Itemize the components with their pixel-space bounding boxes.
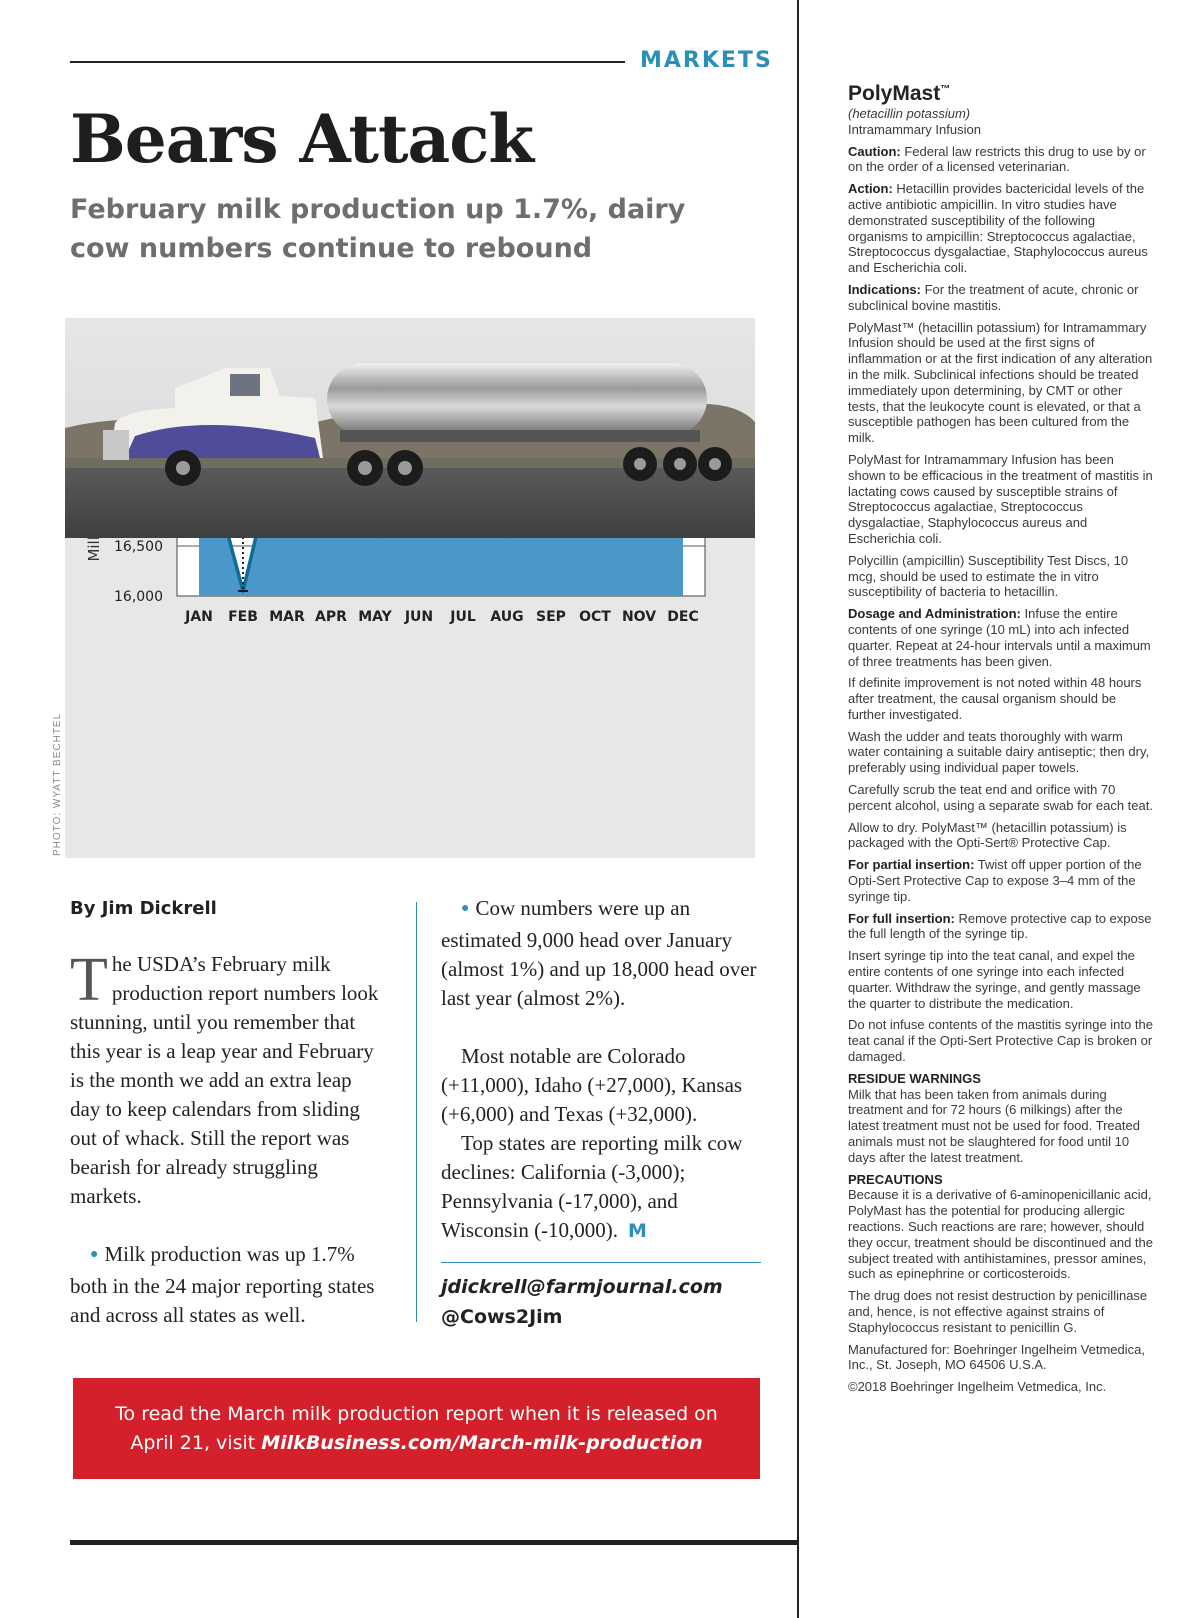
- bottom-rule: [70, 1540, 798, 1545]
- paragraph: Top states are reporting milk cow declines: California (-3,000); Pennsylvania (-17,000), and Wisconsin (-10,000). M: [441, 1131, 743, 1242]
- author-twitter-link[interactable]: @Cows2Jim: [441, 1306, 563, 1328]
- author-email-link[interactable]: jdickrell@farmjournal.com: [441, 1276, 723, 1298]
- full-insertion: For full insertion: Remove protective cap to expose the full length of the syringe tip.: [848, 910, 1152, 942]
- caution: Caution: Federal law restricts this drug to use by or on the order of a licensed veterinarian.: [848, 143, 1146, 175]
- byline: By Jim Dickrell: [70, 898, 217, 919]
- residue-heading: RESIDUE WARNINGS: [848, 1070, 981, 1086]
- efficacy-paragraph: PolyMast for Intramammary Infusion has been shown to be efficacious in the treatment of mastitis in lactating cows caused by susceptible strains of Streptococcus agalactiae, Streptococcus dysgalactiae, Staphylococcus aureus and Escherichia coli.: [848, 451, 1153, 546]
- indications: Indications: For the treatment of acute, chronic or subclinical bovine mastitis.: [848, 281, 1139, 313]
- route: Intramammary Infusion: [848, 121, 981, 137]
- partial-insertion: For partial insertion: Twist off upper portion of the Opti-Sert Protective Cap to expose 3–4 mm of the syringe tip.: [848, 857, 1142, 904]
- x-tick-label: NOV: [621, 609, 657, 625]
- tanker-truck-photo: [65, 318, 755, 538]
- end-mark-icon: M: [628, 1220, 647, 1242]
- discs-paragraph: Polycillin (ampicillin) Susceptibility Test Discs, 10 mcg, should be used to estimate the in vitro susceptibility of bacteria to hetacillin.: [848, 552, 1129, 600]
- x-tick-label: MAY: [358, 609, 392, 625]
- x-tick-label: FEB: [228, 609, 258, 625]
- insert-paragraph: Insert syringe tip into the teat canal, and expel the entire contents of one syringe into each infected quarter. Withdraw the syringe, and gently massage the quarter to distribute the medication.: [848, 948, 1141, 1011]
- scrub-paragraph: Carefully scrub the teat end and orifice with 70 percent alcohol, using a separate swab for each teat.: [848, 782, 1153, 813]
- x-tick-label: JUN: [404, 609, 434, 625]
- wash-paragraph: Wash the udder and teats thoroughly with warm water containing a suitable dairy antiseptic; then dry, preferably using individual paper towels.: [848, 728, 1150, 776]
- article-column-1: [70, 946, 385, 1330]
- contact-rule: [441, 1262, 761, 1263]
- bullet-paragraph: ● Cow numbers were up an estimated 9,000 head over January (almost 1%) and up 18,000 head over last year (almost 2%).: [441, 896, 757, 1010]
- dosage: Dosage and Administration: Infuse the entire contents of one syringe (10 mL) into ach infected quarter. Repeat at 24-hour intervals until a maximum of three treatments has been given.: [848, 606, 1151, 669]
- page-divider: [797, 0, 799, 1618]
- x-tick-label: OCT: [579, 609, 611, 625]
- action: Action: Hetacillin provides bactericidal levels of the active antibiotic ampicillin. In vitro studies have demonstrated susceptibility of the following organisms to ampicillin: Streptococcus agalactiae, Streptococcus dysgalactiae, Staphylococcus aureus and Escherichia coli.: [848, 181, 1148, 276]
- y-tick-label: 16,500: [114, 539, 163, 555]
- no-infuse-paragraph: Do not infuse contents of the mastitis syringe into the teat canal if the Opti-Sert Protective Cap is broken or damaged.: [848, 1017, 1153, 1065]
- y-tick-label: 16,000: [114, 589, 163, 605]
- headline: Bears Attack: [70, 100, 534, 178]
- x-tick-label: SEP: [536, 609, 566, 625]
- section-label: MARKETS: [640, 48, 773, 73]
- chart-figure: [65, 318, 755, 858]
- article-column-2: [441, 894, 766, 1246]
- x-tick-label: AUG: [490, 609, 524, 625]
- drop-cap: T: [70, 946, 108, 1014]
- precautions-heading: PRECAUTIONS: [848, 1171, 943, 1187]
- lead-paragraph: The USDA’s February milk production report numbers look stunning, until you remember that this year is a leap year and February is the month we add an extra leap day to keep calendars from sliding out of whack. Still the report was bearish for already struggling markets.: [70, 946, 379, 1208]
- photo-credit: PHOTO: WYATT BECHTEL: [52, 712, 63, 856]
- bullet-icon: ●: [90, 1247, 99, 1262]
- x-tick-label: JUL: [450, 609, 476, 625]
- prescribing-information: [848, 78, 1153, 1401]
- dry-paragraph: Allow to dry. PolyMast™ (hetacillin potassium) is packaged with the Opti-Sert® Protective Cap.: [848, 819, 1127, 851]
- bullet-icon: ●: [461, 901, 470, 916]
- x-tick-label: JAN: [185, 609, 213, 625]
- banner-line-1: To read the March milk production report when it is released on: [115, 1402, 718, 1425]
- x-tick-label: DEC: [667, 609, 699, 625]
- column-divider: [416, 902, 417, 1322]
- x-tick-label: MAR: [269, 609, 305, 625]
- usage-paragraph: PolyMast™ (hetacillin potassium) for Intramammary Infusion should be used at the first signs of inflammation or at the first indication of any alteration in the milk. Subclinical infections should be treated immediately upon determining, by CMT or other tests, that the leukocyte count is elevated, or that a susceptible pathogen has been cultured from the milk.: [848, 319, 1153, 446]
- banner-link[interactable]: MilkBusiness.com/March-milk-production: [261, 1431, 703, 1454]
- residue-paragraph: Milk that has been taken from animals during treatment and for 72 hours (6 milkings) after the latest treatment must not be used for food. Treated animals must not be slaughtered for food until 10 days after the latest treatment.: [848, 1086, 1140, 1165]
- paragraph: Most notable are Colorado (+11,000), Idaho (+27,000), Kansas (+6,000) and Texas (+32,000).: [441, 1044, 743, 1126]
- improvement-paragraph: If definite improvement is not noted within 48 hours after treatment, the causal organism should be further investigated.: [848, 675, 1142, 722]
- deck-subheadline: February milk production up 1.7%, dairy cow numbers continue to rebound: [70, 194, 686, 264]
- author-contact: [441, 1272, 723, 1332]
- brand-name: PolyMast™: [848, 82, 951, 105]
- manufacturer: Manufactured for: Boehringer Ingelheim Vetmedica, Inc., St. Joseph, MO 64506 U.S.A.: [848, 1341, 1146, 1373]
- bullet-paragraph: ● Milk production was up 1.7% both in the 24 major reporting states and across all states as well.: [70, 1242, 375, 1327]
- chart-x-ticks: [184, 609, 699, 625]
- copyright: ©2018 Boehringer Ingelheim Vetmedica, Inc.: [848, 1379, 1107, 1395]
- banner-line-2: April 21, visit MilkBusiness.com/March-milk-production: [130, 1431, 703, 1454]
- generic-name: (hetacillin potassium): [848, 106, 971, 121]
- drug-paragraph: The drug does not resist destruction by penicillinase and, hence, is not effective against strains of Staphylococcus resistant to penicillin G.: [848, 1288, 1148, 1335]
- x-tick-label: APR: [315, 609, 347, 625]
- precautions-paragraph: Because it is a derivative of 6-aminopenicillanic acid, PolyMast has the potential for producing allergic reactions. Such reactions are rare; however, should they occur, treatment should be discontinued and the subject treated with antihistamines, pressor amines, such as epinephrine or corticosteroids.: [848, 1187, 1153, 1282]
- report-banner: [73, 1378, 760, 1479]
- top-rule: [70, 61, 625, 63]
